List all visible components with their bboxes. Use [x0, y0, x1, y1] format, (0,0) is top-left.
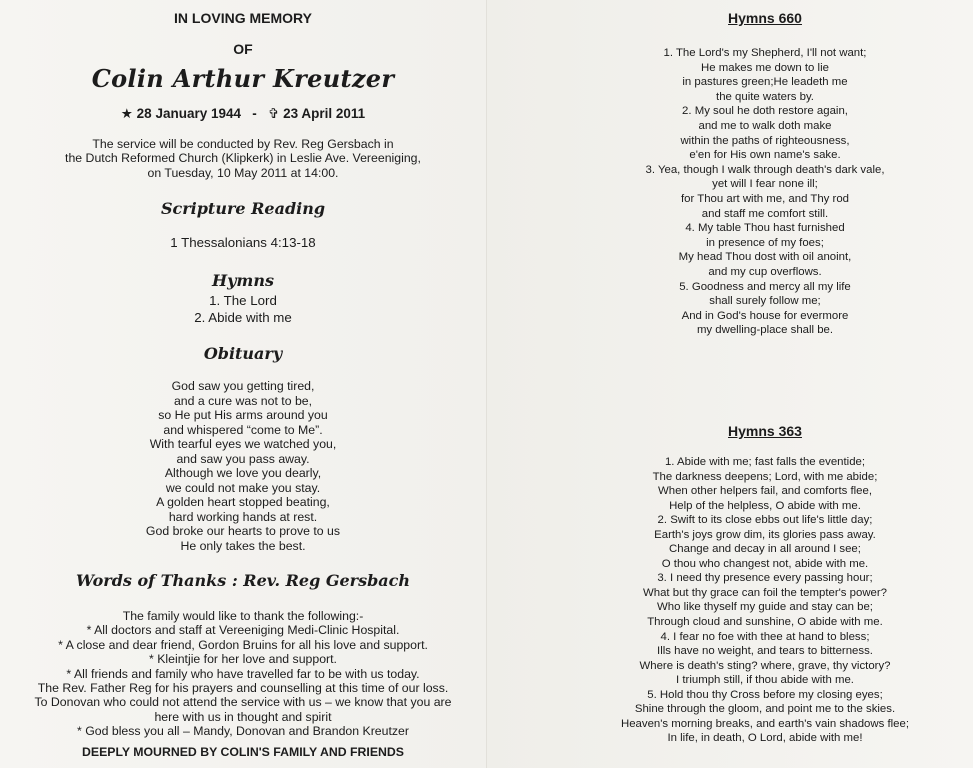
hymn-line: The darkness deepens; Lord, with me abide;	[652, 470, 878, 483]
right-page	[487, 0, 973, 768]
hymn-item: 2. Abide with me	[194, 309, 292, 325]
hymn-line: I triumph still, if thou abide with me.	[676, 674, 854, 687]
hymn-line: Change and decay in all around I see;	[669, 543, 861, 556]
hymn-line: Through cloud and sunshine, O abide with me.	[647, 616, 883, 629]
hymn-line: 3. Yea, though I walk through death's dark vale,	[645, 163, 885, 176]
thanks-line: To Donovan who could not attend the service with us – we know that you are	[34, 695, 452, 710]
thanks-line: The Rev. Father Reg for his prayers and counselling at this time of our loss.	[37, 681, 449, 696]
cross-icon: ✞	[268, 106, 280, 121]
hymn-line: and staff me comfort still.	[701, 207, 829, 220]
hymn-660-title: Hymns 660	[728, 10, 802, 26]
service-details	[0, 137, 486, 180]
life-dates	[0, 106, 486, 122]
scripture-reference: 1 Thessalonians 4:13-18	[170, 235, 316, 250]
poem-line: He only takes the best.	[180, 539, 306, 554]
hymn-line: He makes me down to lie	[701, 61, 829, 74]
poem-line: and a cure was not to be,	[173, 393, 313, 408]
hymn-line: my dwelling-place shall be.	[696, 324, 834, 337]
poem-line: With tearful eyes we watched you,	[149, 437, 337, 452]
deceased-name: Colin Arthur Kreutzer	[91, 64, 395, 93]
poem-line: so He put His arms around you	[158, 408, 328, 423]
poem-line: we could not make you stay.	[165, 480, 321, 495]
hymn-line: the quite waters by.	[716, 90, 814, 103]
thanks-line: * Kleintjie for her love and support.	[149, 652, 337, 667]
thanks-line: * All doctors and staff at Vereeniging Medi-Clinic Hospital.	[86, 623, 400, 638]
hymn-line: Ills have no weight, and tears to bitterness.	[657, 645, 873, 658]
hymn-line: Where is death's sting? where, grave, thy victory?	[639, 659, 891, 672]
hymn-line: within the paths of righteousness,	[680, 134, 850, 147]
service-line: The service will be conducted by Rev. Reg Gersbach in	[92, 137, 394, 151]
hymn-line: e'en for His own name's sake.	[689, 149, 841, 162]
poem-line: God saw you getting tired,	[171, 379, 315, 393]
hymn-line: and me to walk doth make	[698, 119, 832, 132]
hymn-line: 4. My table Thou hast furnished	[685, 222, 845, 235]
hymn-line: and my cup overflows.	[708, 265, 822, 278]
hymn-line: What but thy grace can foil the tempter's power?	[642, 586, 888, 599]
left-page	[0, 0, 486, 768]
hymn-line: 2. Swift to its close ebbs out life's little day;	[657, 514, 873, 527]
hymn-line: in pastures green;He leadeth me	[682, 76, 848, 89]
poem-line: Although we love you dearly,	[164, 466, 322, 481]
hymn-item: 1. The Lord	[209, 293, 277, 308]
birth-date: 28 January 1944	[136, 106, 242, 121]
hymn-line: shall surely follow me;	[709, 295, 821, 308]
thanks-line: * God bless you all – Mandy, Donovan and Brandon Kreutzer	[77, 724, 409, 739]
hymn-line: When other helpers fail, and comforts flee,	[658, 485, 872, 498]
hymn-line: 1. The Lord's my Shepherd, I'll not want;	[663, 47, 867, 59]
thanks-heading: Words of Thanks : Rev. Reg Gersbach	[75, 571, 411, 590]
hymn-line: And in God's house for evermore	[681, 309, 849, 322]
hymn-line: Earth's joys grow dim, its glories pass away.	[654, 528, 876, 541]
obituary-heading: Obituary	[203, 344, 283, 363]
thanks-line: * All friends and family who have travelled far to be with us today.	[66, 666, 420, 681]
service-line: on Tuesday, 10 May 2011 at 14:00.	[147, 165, 339, 180]
hymn-line: Help of the helpless, O abide with me.	[669, 499, 861, 512]
scripture-heading: Scripture Reading	[160, 199, 326, 218]
poem-line: and whispered “come to Me”.	[163, 422, 323, 437]
date-separator: -	[252, 106, 257, 121]
hymn-line: 2. My soul he doth restore again,	[682, 105, 848, 118]
hymn-line: 4. I fear no foe with thee at hand to bless;	[660, 630, 870, 643]
hymn-363-title: Hymns 363	[728, 423, 802, 439]
hymn-line: 3. I need thy presence every passing hour;	[657, 572, 873, 585]
thanks-line: The family would like to thank the following:-	[122, 609, 364, 623]
death-date: 23 April 2011	[283, 106, 366, 121]
hymn-line: 5. Goodness and mercy all my life	[679, 280, 851, 293]
hymn-line: for Thou art with me, and Thy rod	[681, 192, 849, 205]
closing-line: DEEPLY MOURNED BY COLIN'S FAMILY AND FRIENDS	[81, 745, 404, 759]
hymn-line: O thou who changest not, abide with me.	[661, 557, 869, 570]
star-icon: ★	[120, 106, 133, 121]
hymn-list	[0, 293, 486, 326]
thanks-line: here with us in thought and spirit	[154, 709, 332, 724]
hymns-heading: Hymns	[212, 271, 274, 290]
service-line: the Dutch Reformed Church (Klipkerk) in Leslie Ave. Vereeniging,	[65, 151, 421, 166]
memorial-header: IN LOVING MEMORY	[174, 10, 312, 26]
hymn-660-text	[557, 46, 973, 338]
hymn-line: In life, in death, O Lord, abide with me!	[667, 732, 863, 745]
hymn-line: yet will I fear none ill;	[712, 178, 818, 191]
hymn-363-text	[557, 455, 973, 746]
memorial-of: OF	[233, 41, 253, 57]
poem-line: A golden heart stopped beating,	[156, 495, 330, 510]
hymn-line: Shine through the gloom, and point me to the skies.	[634, 703, 896, 716]
hymn-line: Heaven's morning breaks, and earth's vain shadows flee;	[620, 717, 909, 730]
poem-line: and saw you pass away.	[176, 451, 310, 466]
hymn-line: in presence of my foes;	[706, 236, 824, 249]
hymn-line: My head Thou dost with oil anoint,	[678, 251, 852, 264]
hymn-line: 1. Abide with me; fast falls the eventide;	[664, 456, 866, 468]
obituary-poem	[0, 379, 486, 554]
poem-line: God broke our hearts to prove to us	[145, 524, 341, 539]
thanks-line: * A close and dear friend, Gordon Bruins for all his love and support.	[58, 637, 428, 652]
thanks-list	[0, 609, 486, 739]
hymn-line: 5. Hold thou thy Cross before my closing eyes;	[647, 688, 883, 701]
poem-line: hard working hands at rest.	[168, 509, 318, 524]
hymn-line: Who like thyself my guide and stay can be;	[657, 601, 873, 614]
